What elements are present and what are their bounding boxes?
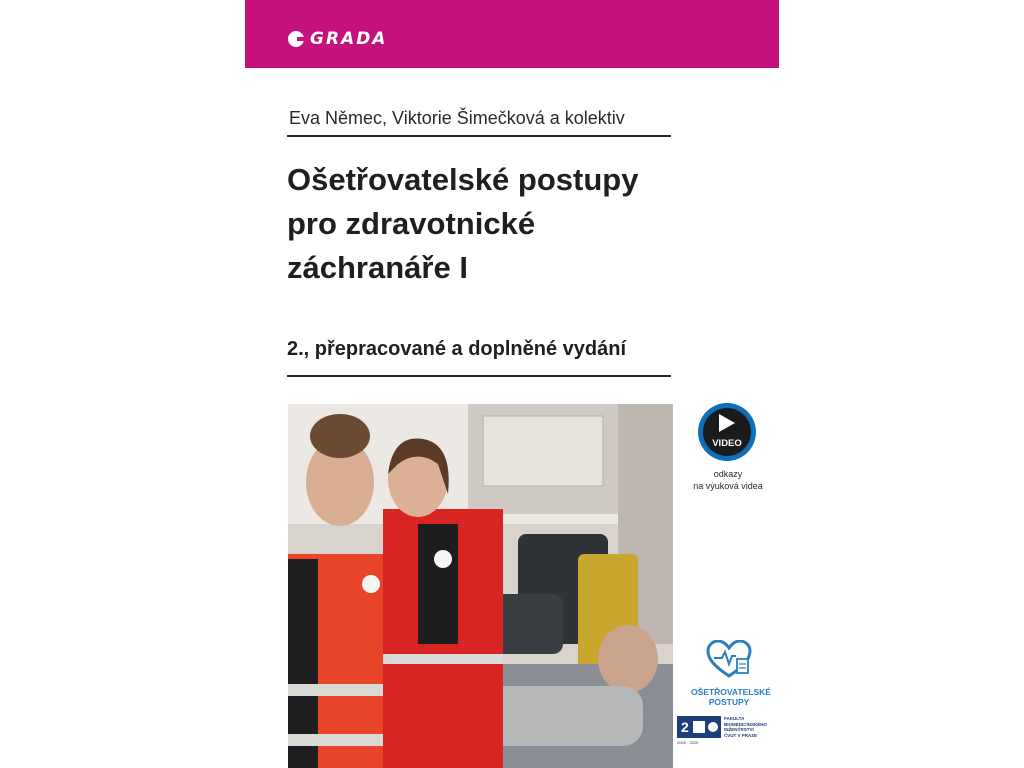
heart-clipboard-icon <box>706 640 752 680</box>
title-line-3: záchranáře I <box>287 250 468 285</box>
video-caption <box>685 468 771 492</box>
faculty-line-3: INŽENÝRSTVÍ <box>724 727 754 732</box>
book-cover <box>245 0 779 768</box>
edition: 2., přepracované a doplněné vydání <box>287 338 627 360</box>
svg-text:2: 2 <box>681 719 689 735</box>
faculty-years: 2005 · 2025 <box>677 740 699 745</box>
faculty-line-2: BIOMEDICÍNSKÉHO <box>724 721 768 727</box>
video-caption-line-2: na výuková videa <box>693 481 763 491</box>
grada-logo-icon <box>288 31 304 47</box>
faculty-line-1: FAKULTA <box>724 716 745 721</box>
book-title <box>287 158 727 290</box>
divider-bottom <box>287 375 671 377</box>
divider-top <box>287 135 671 137</box>
publisher-banner <box>245 0 779 68</box>
series-logo <box>691 640 771 707</box>
series-label-line-2: POSTUPY <box>708 697 750 707</box>
publisher-logo <box>288 29 387 49</box>
video-caption-line-1: odkazy <box>713 469 743 479</box>
faculty-emblem-icon <box>677 716 721 738</box>
title-line-2: pro zdravotnické <box>287 206 536 241</box>
cover-photo <box>288 404 673 768</box>
publisher-name: GRADA <box>310 29 388 49</box>
video-badge-label: VIDEO <box>712 438 742 449</box>
series-label-line-1: OŠETŘOVATELSKÉ <box>691 687 771 697</box>
title-line-1: Ošetřovatelské postupy <box>287 162 639 197</box>
faculty-logo <box>677 716 768 738</box>
faculty-line-4: ČVUT V PRAZE <box>724 732 758 738</box>
authors: Eva Němec, Viktorie Šimečková a kolektiv <box>289 108 625 128</box>
video-badge <box>697 402 757 462</box>
